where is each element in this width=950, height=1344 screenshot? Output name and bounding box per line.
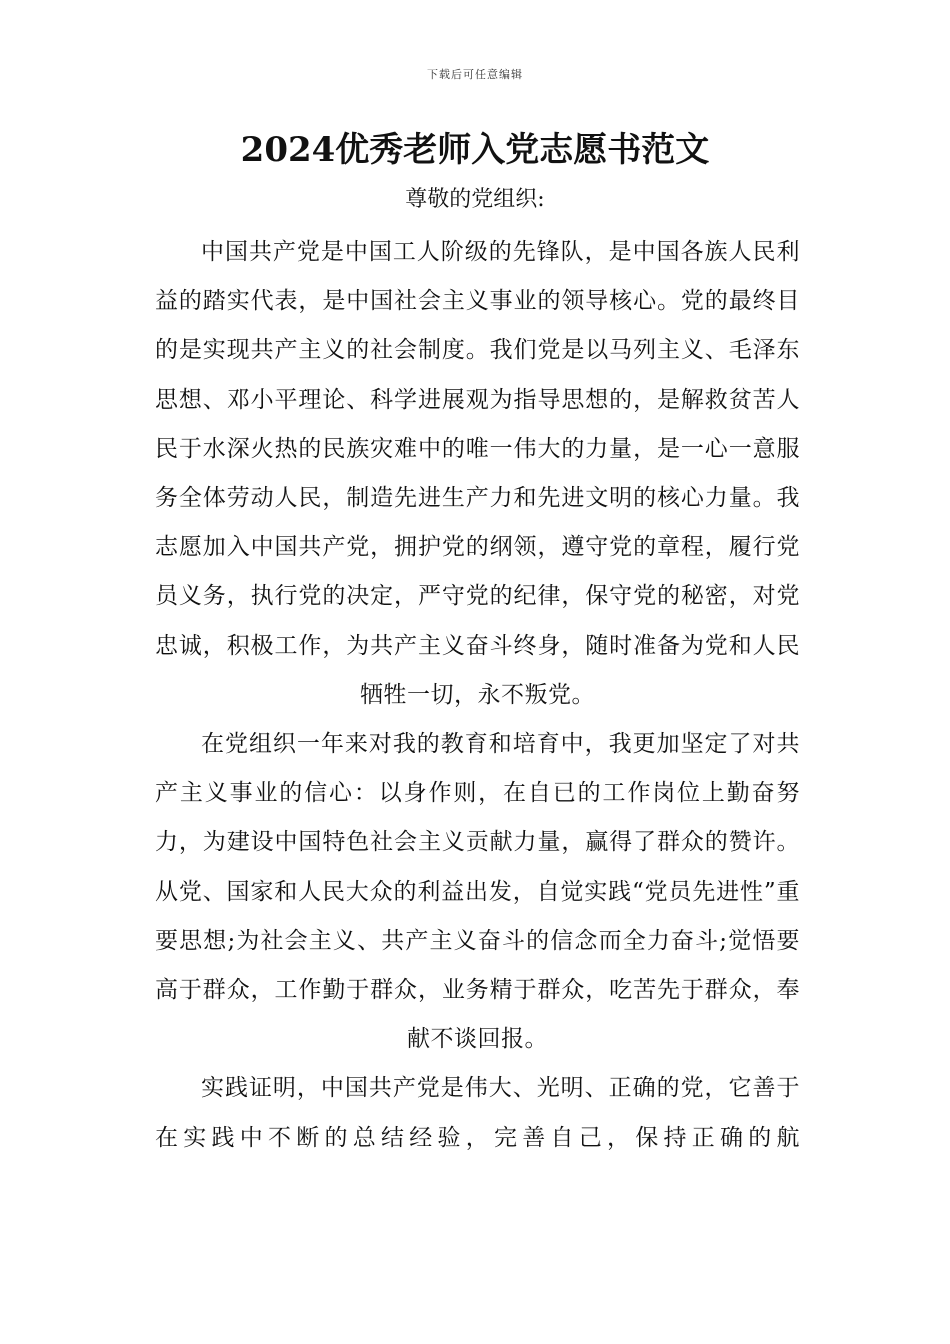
document-title: 2024优秀老师入党志愿书范文	[240, 130, 710, 170]
paragraph-3: 实践证明，中国共产党是伟大、光明、正确的党，它善于在实践中不断的总结经验，完善自己，保持正确的航	[155, 1075, 800, 1151]
header-note: 下载后可任意编辑	[427, 68, 523, 81]
paragraph-2: 在党组织一年来对我的教育和培育中，我更加坚定了对共产主义事业的信心：以身作则，在自已的工作岗位上勤奋努力，为建设中国特色社会主义贡献力量，赢得了群众的赞许。从党、国家和人民大众的利益出发，自觉实践“党员先进性”重要思想;为社会主义、共产主义奋斗的信念而全力奋斗;觉悟要高于群众，工作勤于群众，业务精于群众，吃苦先于群众，奉献不谈回报。	[155, 731, 800, 1053]
document-body	[155, 228, 800, 1163]
salutation: 尊敬的党组织:	[405, 187, 545, 212]
paragraph-1: 中国共产党是中国工人阶级的先锋队，是中国各族人民利益的踏实代表，是中国社会主义事业的领导核心。党的最终目的是实现共产主义的社会制度。我们党是以马列主义、毛泽东思想、邓小平理论、科学进展观为指导思想的，是解救贫苦人民于水深火热的民族灾难中的唯一伟大的力量，是一心一意服务全体劳动人民，制造先进生产力和先进文明的核心力量。我志愿加入中国共产党，拥护党的纲领，遵守党的章程，履行党员义务，执行党的决定，严守党的纪律，保守党的秘密，对党忠诚，积极工作，为共产主义奋斗终身，随时准备为党和人民牺牲一切，永不叛党。	[155, 239, 800, 708]
